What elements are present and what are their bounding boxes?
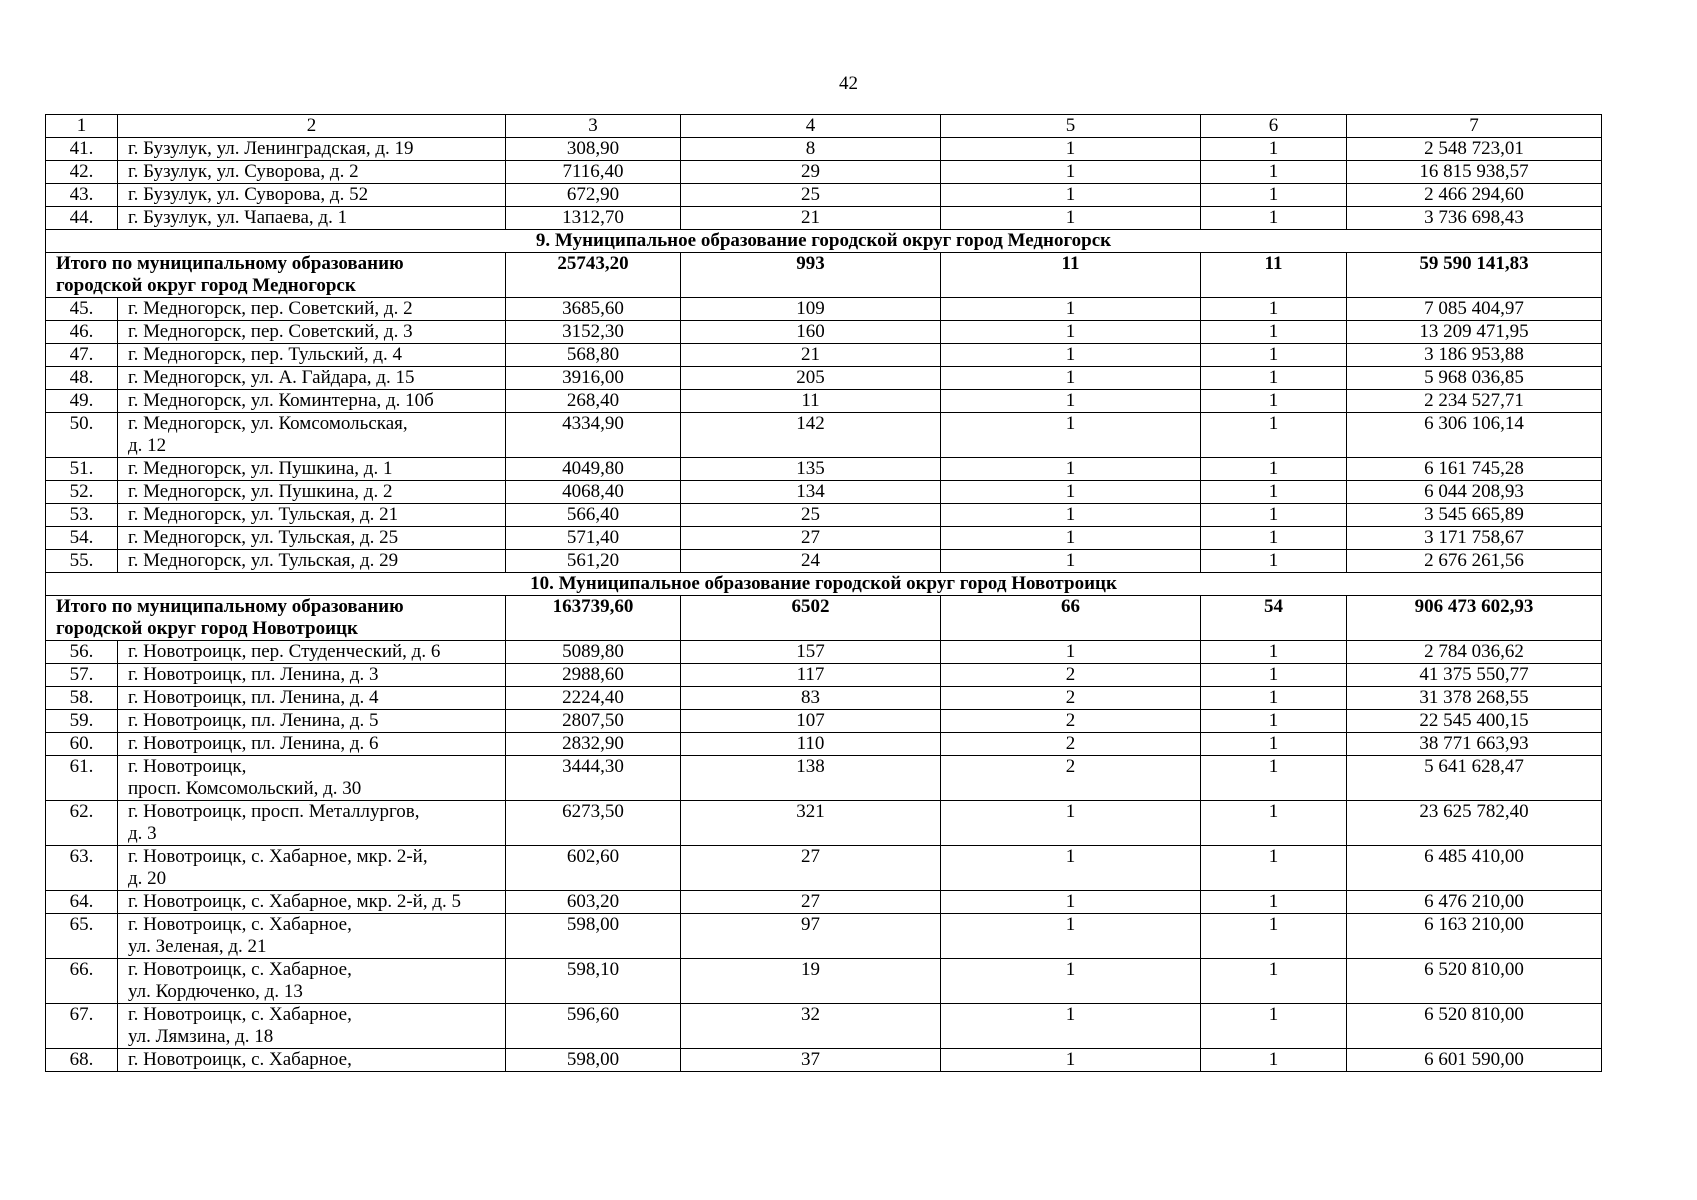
row-number: 47. bbox=[46, 344, 118, 367]
row-number: 58. bbox=[46, 687, 118, 710]
table-row bbox=[46, 687, 1602, 710]
row-number: 43. bbox=[46, 184, 118, 207]
address-cell bbox=[118, 914, 506, 959]
address-line1: г. Бузулук, ул. Суворова, д. 52 bbox=[128, 184, 369, 205]
total-col6: 11 bbox=[1201, 253, 1347, 298]
row-number: 44. bbox=[46, 207, 118, 230]
area-cell: 3152,30 bbox=[506, 321, 681, 344]
column-header: 1 bbox=[46, 115, 118, 138]
address-line1: г. Новотроицк, пер. Студенческий, д. 6 bbox=[128, 641, 441, 662]
col5-cell: 2 bbox=[941, 756, 1201, 801]
area-cell: 268,40 bbox=[506, 390, 681, 413]
residents-cell: 37 bbox=[681, 1049, 941, 1072]
col6-cell: 1 bbox=[1201, 138, 1347, 161]
col6-cell: 1 bbox=[1201, 846, 1347, 891]
total-area: 25743,20 bbox=[506, 253, 681, 298]
cost-cell: 7 085 404,97 bbox=[1347, 298, 1602, 321]
address-cell bbox=[118, 504, 506, 527]
col5-cell: 1 bbox=[941, 458, 1201, 481]
col5-cell: 2 bbox=[941, 687, 1201, 710]
residents-cell: 157 bbox=[681, 641, 941, 664]
address-line1: г. Новотроицк, просп. Металлургов, bbox=[128, 801, 420, 822]
total-cost: 59 590 141,83 bbox=[1347, 253, 1602, 298]
cost-cell: 23 625 782,40 bbox=[1347, 801, 1602, 846]
table-row bbox=[46, 321, 1602, 344]
cost-cell: 6 601 590,00 bbox=[1347, 1049, 1602, 1072]
col6-cell: 1 bbox=[1201, 1004, 1347, 1049]
cost-cell: 16 815 938,57 bbox=[1347, 161, 1602, 184]
col5-cell: 1 bbox=[941, 641, 1201, 664]
address-line1: г. Медногорск, пер. Тульский, д. 4 bbox=[128, 344, 403, 365]
col6-cell: 1 bbox=[1201, 413, 1347, 458]
area-cell: 571,40 bbox=[506, 527, 681, 550]
residents-cell: 142 bbox=[681, 413, 941, 458]
col6-cell: 1 bbox=[1201, 733, 1347, 756]
col6-cell: 1 bbox=[1201, 481, 1347, 504]
cost-cell: 6 520 810,00 bbox=[1347, 1004, 1602, 1049]
total-cost: 906 473 602,93 bbox=[1347, 596, 1602, 641]
col5-cell: 1 bbox=[941, 959, 1201, 1004]
cost-cell: 5 641 628,47 bbox=[1347, 756, 1602, 801]
total-col5: 11 bbox=[941, 253, 1201, 298]
col5-cell: 1 bbox=[941, 321, 1201, 344]
cost-cell: 6 306 106,14 bbox=[1347, 413, 1602, 458]
table-row bbox=[46, 914, 1602, 959]
residents-cell: 160 bbox=[681, 321, 941, 344]
table-row bbox=[46, 710, 1602, 733]
residents-cell: 27 bbox=[681, 891, 941, 914]
col6-cell: 1 bbox=[1201, 687, 1347, 710]
address-line1: г. Новотроицк, с. Хабарное, bbox=[128, 959, 352, 980]
address-cell bbox=[118, 687, 506, 710]
col6-cell: 1 bbox=[1201, 914, 1347, 959]
address-line2: ул. Кордюченко, д. 13 bbox=[128, 981, 303, 1002]
residents-cell: 117 bbox=[681, 664, 941, 687]
row-number: 65. bbox=[46, 914, 118, 959]
col6-cell: 1 bbox=[1201, 321, 1347, 344]
col5-cell: 1 bbox=[941, 504, 1201, 527]
address-cell bbox=[118, 321, 506, 344]
row-number: 68. bbox=[46, 1049, 118, 1072]
address-cell bbox=[118, 413, 506, 458]
total-label-line1: Итого по муниципальному образованию bbox=[56, 253, 404, 274]
residents-cell: 205 bbox=[681, 367, 941, 390]
table-row bbox=[46, 1004, 1602, 1049]
residents-cell: 107 bbox=[681, 710, 941, 733]
area-cell: 598,00 bbox=[506, 1049, 681, 1072]
col6-cell: 1 bbox=[1201, 756, 1347, 801]
col5-cell: 1 bbox=[941, 184, 1201, 207]
address-line1: г. Медногорск, ул. Комсомольская, bbox=[128, 413, 408, 434]
residents-cell: 25 bbox=[681, 504, 941, 527]
row-number: 67. bbox=[46, 1004, 118, 1049]
address-cell bbox=[118, 390, 506, 413]
col5-cell: 1 bbox=[941, 801, 1201, 846]
area-cell: 602,60 bbox=[506, 846, 681, 891]
cost-cell: 2 548 723,01 bbox=[1347, 138, 1602, 161]
row-number: 64. bbox=[46, 891, 118, 914]
cost-cell: 22 545 400,15 bbox=[1347, 710, 1602, 733]
area-cell: 566,40 bbox=[506, 504, 681, 527]
row-number: 49. bbox=[46, 390, 118, 413]
address-line1: г. Медногорск, пер. Советский, д. 3 bbox=[128, 321, 413, 342]
area-cell: 2807,50 bbox=[506, 710, 681, 733]
table-row bbox=[46, 390, 1602, 413]
total-label bbox=[46, 596, 506, 641]
residents-cell: 27 bbox=[681, 846, 941, 891]
address-line2: д. 20 bbox=[128, 868, 167, 889]
row-number: 59. bbox=[46, 710, 118, 733]
area-cell: 2988,60 bbox=[506, 664, 681, 687]
table-row bbox=[46, 733, 1602, 756]
total-col5: 66 bbox=[941, 596, 1201, 641]
address-line1: г. Медногорск, ул. Тульская, д. 29 bbox=[128, 550, 399, 571]
residents-cell: 32 bbox=[681, 1004, 941, 1049]
col5-cell: 1 bbox=[941, 367, 1201, 390]
residents-cell: 97 bbox=[681, 914, 941, 959]
address-line1: г. Медногорск, ул. Пушкина, д. 2 bbox=[128, 481, 393, 502]
address-line1: г. Медногорск, пер. Советский, д. 2 bbox=[128, 298, 413, 319]
area-cell: 598,00 bbox=[506, 914, 681, 959]
address-cell bbox=[118, 550, 506, 573]
table-row bbox=[46, 641, 1602, 664]
table-row bbox=[46, 413, 1602, 458]
area-cell: 4068,40 bbox=[506, 481, 681, 504]
column-header: 4 bbox=[681, 115, 941, 138]
cost-cell: 13 209 471,95 bbox=[1347, 321, 1602, 344]
address-line1: г. Медногорск, ул. А. Гайдара, д. 15 bbox=[128, 367, 415, 388]
table-row bbox=[46, 664, 1602, 687]
address-line1: г. Медногорск, ул. Тульская, д. 25 bbox=[128, 527, 399, 548]
col5-cell: 2 bbox=[941, 733, 1201, 756]
residents-cell: 25 bbox=[681, 184, 941, 207]
cost-cell: 6 161 745,28 bbox=[1347, 458, 1602, 481]
area-cell: 3444,30 bbox=[506, 756, 681, 801]
address-line1: г. Новотроицк, bbox=[128, 756, 247, 777]
residents-cell: 19 bbox=[681, 959, 941, 1004]
cost-cell: 6 476 210,00 bbox=[1347, 891, 1602, 914]
area-cell: 603,20 bbox=[506, 891, 681, 914]
total-label-line1: Итого по муниципальному образованию bbox=[56, 596, 404, 617]
col6-cell: 1 bbox=[1201, 504, 1347, 527]
table-row bbox=[46, 367, 1602, 390]
address-cell bbox=[118, 481, 506, 504]
table-row bbox=[46, 891, 1602, 914]
table-row bbox=[46, 481, 1602, 504]
column-header: 2 bbox=[118, 115, 506, 138]
col5-cell: 1 bbox=[941, 846, 1201, 891]
cost-cell: 38 771 663,93 bbox=[1347, 733, 1602, 756]
cost-cell: 2 466 294,60 bbox=[1347, 184, 1602, 207]
row-number: 51. bbox=[46, 458, 118, 481]
col6-cell: 1 bbox=[1201, 298, 1347, 321]
total-label-line2: городской округ город Медногорск bbox=[56, 275, 356, 296]
section-heading-row bbox=[46, 230, 1602, 253]
col5-cell: 2 bbox=[941, 710, 1201, 733]
row-number: 42. bbox=[46, 161, 118, 184]
col6-cell: 1 bbox=[1201, 367, 1347, 390]
address-cell bbox=[118, 1004, 506, 1049]
col5-cell: 1 bbox=[941, 413, 1201, 458]
table-row bbox=[46, 184, 1602, 207]
table-row bbox=[46, 801, 1602, 846]
section-heading: 10. Муниципальное образование городской округ город Новотроицк bbox=[46, 573, 1602, 596]
cost-cell: 3 186 953,88 bbox=[1347, 344, 1602, 367]
residents-cell: 109 bbox=[681, 298, 941, 321]
address-cell bbox=[118, 184, 506, 207]
col5-cell: 1 bbox=[941, 207, 1201, 230]
table-row bbox=[46, 344, 1602, 367]
table-row bbox=[46, 1049, 1602, 1072]
area-cell: 5089,80 bbox=[506, 641, 681, 664]
total-label-line2: городской округ город Новотроицк bbox=[56, 618, 358, 639]
col6-cell: 1 bbox=[1201, 1049, 1347, 1072]
address-cell bbox=[118, 641, 506, 664]
col5-cell: 1 bbox=[941, 527, 1201, 550]
col6-cell: 1 bbox=[1201, 184, 1347, 207]
residents-cell: 110 bbox=[681, 733, 941, 756]
data-table bbox=[45, 114, 1602, 1072]
residents-cell: 29 bbox=[681, 161, 941, 184]
col5-cell: 1 bbox=[941, 161, 1201, 184]
total-area: 163739,60 bbox=[506, 596, 681, 641]
address-line2: ул. Лямзина, д. 18 bbox=[128, 1026, 274, 1047]
residents-cell: 8 bbox=[681, 138, 941, 161]
residents-cell: 138 bbox=[681, 756, 941, 801]
cost-cell: 2 676 261,56 bbox=[1347, 550, 1602, 573]
cost-cell: 2 784 036,62 bbox=[1347, 641, 1602, 664]
row-number: 46. bbox=[46, 321, 118, 344]
residents-cell: 21 bbox=[681, 344, 941, 367]
total-row bbox=[46, 253, 1602, 298]
table-row bbox=[46, 756, 1602, 801]
residents-cell: 21 bbox=[681, 207, 941, 230]
table-row bbox=[46, 527, 1602, 550]
col6-cell: 1 bbox=[1201, 458, 1347, 481]
table-row bbox=[46, 161, 1602, 184]
area-cell: 4334,90 bbox=[506, 413, 681, 458]
row-number: 57. bbox=[46, 664, 118, 687]
row-number: 54. bbox=[46, 527, 118, 550]
residents-cell: 135 bbox=[681, 458, 941, 481]
col6-cell: 1 bbox=[1201, 390, 1347, 413]
address-line2: просп. Комсомольский, д. 30 bbox=[128, 778, 362, 799]
address-line1: г. Бузулук, ул. Суворова, д. 2 bbox=[128, 161, 359, 182]
cost-cell: 6 163 210,00 bbox=[1347, 914, 1602, 959]
cost-cell: 2 234 527,71 bbox=[1347, 390, 1602, 413]
col5-cell: 1 bbox=[941, 1004, 1201, 1049]
table-header-row bbox=[46, 115, 1602, 138]
col5-cell: 1 bbox=[941, 891, 1201, 914]
row-number: 66. bbox=[46, 959, 118, 1004]
area-cell: 3685,60 bbox=[506, 298, 681, 321]
total-residents: 993 bbox=[681, 253, 941, 298]
address-line2: д. 12 bbox=[128, 435, 167, 456]
row-number: 52. bbox=[46, 481, 118, 504]
cost-cell: 6 485 410,00 bbox=[1347, 846, 1602, 891]
address-cell bbox=[118, 138, 506, 161]
address-cell bbox=[118, 710, 506, 733]
area-cell: 3916,00 bbox=[506, 367, 681, 390]
address-line1: г. Новотроицк, пл. Ленина, д. 3 bbox=[128, 664, 379, 685]
section-heading-row bbox=[46, 573, 1602, 596]
cost-cell: 6 044 208,93 bbox=[1347, 481, 1602, 504]
address-line1: г. Медногорск, ул. Тульская, д. 21 bbox=[128, 504, 399, 525]
column-header: 7 bbox=[1347, 115, 1602, 138]
col5-cell: 1 bbox=[941, 390, 1201, 413]
residents-cell: 134 bbox=[681, 481, 941, 504]
col5-cell: 1 bbox=[941, 481, 1201, 504]
table-row bbox=[46, 138, 1602, 161]
row-number: 63. bbox=[46, 846, 118, 891]
address-line1: г. Бузулук, ул. Чапаева, д. 1 bbox=[128, 207, 348, 228]
area-cell: 672,90 bbox=[506, 184, 681, 207]
section-heading: 9. Муниципальное образование городской округ город Медногорск bbox=[46, 230, 1602, 253]
area-cell: 4049,80 bbox=[506, 458, 681, 481]
address-line1: г. Новотроицк, с. Хабарное, bbox=[128, 914, 352, 935]
address-line1: г. Новотроицк, пл. Ленина, д. 6 bbox=[128, 733, 379, 754]
col6-cell: 1 bbox=[1201, 891, 1347, 914]
address-line2: ул. Зеленая, д. 21 bbox=[128, 936, 267, 957]
total-label bbox=[46, 253, 506, 298]
address-cell bbox=[118, 664, 506, 687]
area-cell: 2224,40 bbox=[506, 687, 681, 710]
col6-cell: 1 bbox=[1201, 801, 1347, 846]
address-cell bbox=[118, 458, 506, 481]
residents-cell: 11 bbox=[681, 390, 941, 413]
col5-cell: 1 bbox=[941, 1049, 1201, 1072]
col6-cell: 1 bbox=[1201, 161, 1347, 184]
area-cell: 2832,90 bbox=[506, 733, 681, 756]
address-line1: г. Новотроицк, с. Хабарное, bbox=[128, 1049, 352, 1070]
page-number: 42 bbox=[839, 73, 858, 94]
area-cell: 561,20 bbox=[506, 550, 681, 573]
table-row bbox=[46, 207, 1602, 230]
area-cell: 598,10 bbox=[506, 959, 681, 1004]
col5-cell: 1 bbox=[941, 550, 1201, 573]
address-line1: г. Новотроицк, с. Хабарное, мкр. 2-й, bbox=[128, 846, 428, 867]
address-line1: г. Медногорск, ул. Коминтерна, д. 10б bbox=[128, 390, 434, 411]
col5-cell: 2 bbox=[941, 664, 1201, 687]
residents-cell: 27 bbox=[681, 527, 941, 550]
column-header: 5 bbox=[941, 115, 1201, 138]
address-cell bbox=[118, 846, 506, 891]
col5-cell: 1 bbox=[941, 138, 1201, 161]
residents-cell: 24 bbox=[681, 550, 941, 573]
cost-cell: 5 968 036,85 bbox=[1347, 367, 1602, 390]
area-cell: 7116,40 bbox=[506, 161, 681, 184]
address-cell bbox=[118, 344, 506, 367]
row-number: 50. bbox=[46, 413, 118, 458]
table-row bbox=[46, 550, 1602, 573]
col6-cell: 1 bbox=[1201, 344, 1347, 367]
row-number: 61. bbox=[46, 756, 118, 801]
address-line1: г. Бузулук, ул. Ленинградская, д. 19 bbox=[128, 138, 414, 159]
col5-cell: 1 bbox=[941, 914, 1201, 959]
area-cell: 308,90 bbox=[506, 138, 681, 161]
total-residents: 6502 bbox=[681, 596, 941, 641]
total-col6: 54 bbox=[1201, 596, 1347, 641]
cost-cell: 3 171 758,67 bbox=[1347, 527, 1602, 550]
area-cell: 6273,50 bbox=[506, 801, 681, 846]
address-line1: г. Новотроицк, пл. Ленина, д. 4 bbox=[128, 687, 379, 708]
col6-cell: 1 bbox=[1201, 664, 1347, 687]
address-cell bbox=[118, 298, 506, 321]
row-number: 62. bbox=[46, 801, 118, 846]
col6-cell: 1 bbox=[1201, 641, 1347, 664]
row-number: 55. bbox=[46, 550, 118, 573]
address-cell bbox=[118, 367, 506, 390]
address-cell bbox=[118, 207, 506, 230]
col6-cell: 1 bbox=[1201, 527, 1347, 550]
col6-cell: 1 bbox=[1201, 207, 1347, 230]
address-cell bbox=[118, 891, 506, 914]
table-row bbox=[46, 458, 1602, 481]
col5-cell: 1 bbox=[941, 344, 1201, 367]
table-row bbox=[46, 959, 1602, 1004]
table-row bbox=[46, 298, 1602, 321]
area-cell: 596,60 bbox=[506, 1004, 681, 1049]
col6-cell: 1 bbox=[1201, 959, 1347, 1004]
address-line1: г. Новотроицк, с. Хабарное, bbox=[128, 1004, 352, 1025]
cost-cell: 6 520 810,00 bbox=[1347, 959, 1602, 1004]
total-row bbox=[46, 596, 1602, 641]
residents-cell: 83 bbox=[681, 687, 941, 710]
address-line1: г. Новотроицк, с. Хабарное, мкр. 2-й, д. 5 bbox=[128, 891, 462, 912]
address-line1: г. Новотроицк, пл. Ленина, д. 5 bbox=[128, 710, 379, 731]
area-cell: 568,80 bbox=[506, 344, 681, 367]
cost-cell: 3 545 665,89 bbox=[1347, 504, 1602, 527]
table-body bbox=[46, 115, 1602, 1072]
row-number: 41. bbox=[46, 138, 118, 161]
address-cell bbox=[118, 527, 506, 550]
row-number: 56. bbox=[46, 641, 118, 664]
cost-cell: 31 378 268,55 bbox=[1347, 687, 1602, 710]
col6-cell: 1 bbox=[1201, 550, 1347, 573]
address-line2: д. 3 bbox=[128, 823, 157, 844]
address-cell bbox=[118, 733, 506, 756]
address-cell bbox=[118, 756, 506, 801]
address-cell bbox=[118, 959, 506, 1004]
col5-cell: 1 bbox=[941, 298, 1201, 321]
table-row bbox=[46, 846, 1602, 891]
col6-cell: 1 bbox=[1201, 710, 1347, 733]
cost-cell: 41 375 550,77 bbox=[1347, 664, 1602, 687]
area-cell: 1312,70 bbox=[506, 207, 681, 230]
residents-cell: 321 bbox=[681, 801, 941, 846]
table-row bbox=[46, 504, 1602, 527]
cost-cell: 3 736 698,43 bbox=[1347, 207, 1602, 230]
address-cell bbox=[118, 161, 506, 184]
address-line1: г. Медногорск, ул. Пушкина, д. 1 bbox=[128, 458, 393, 479]
address-cell bbox=[118, 801, 506, 846]
row-number: 48. bbox=[46, 367, 118, 390]
address-cell bbox=[118, 1049, 506, 1072]
column-header: 6 bbox=[1201, 115, 1347, 138]
row-number: 45. bbox=[46, 298, 118, 321]
row-number: 53. bbox=[46, 504, 118, 527]
row-number: 60. bbox=[46, 733, 118, 756]
column-header: 3 bbox=[506, 115, 681, 138]
